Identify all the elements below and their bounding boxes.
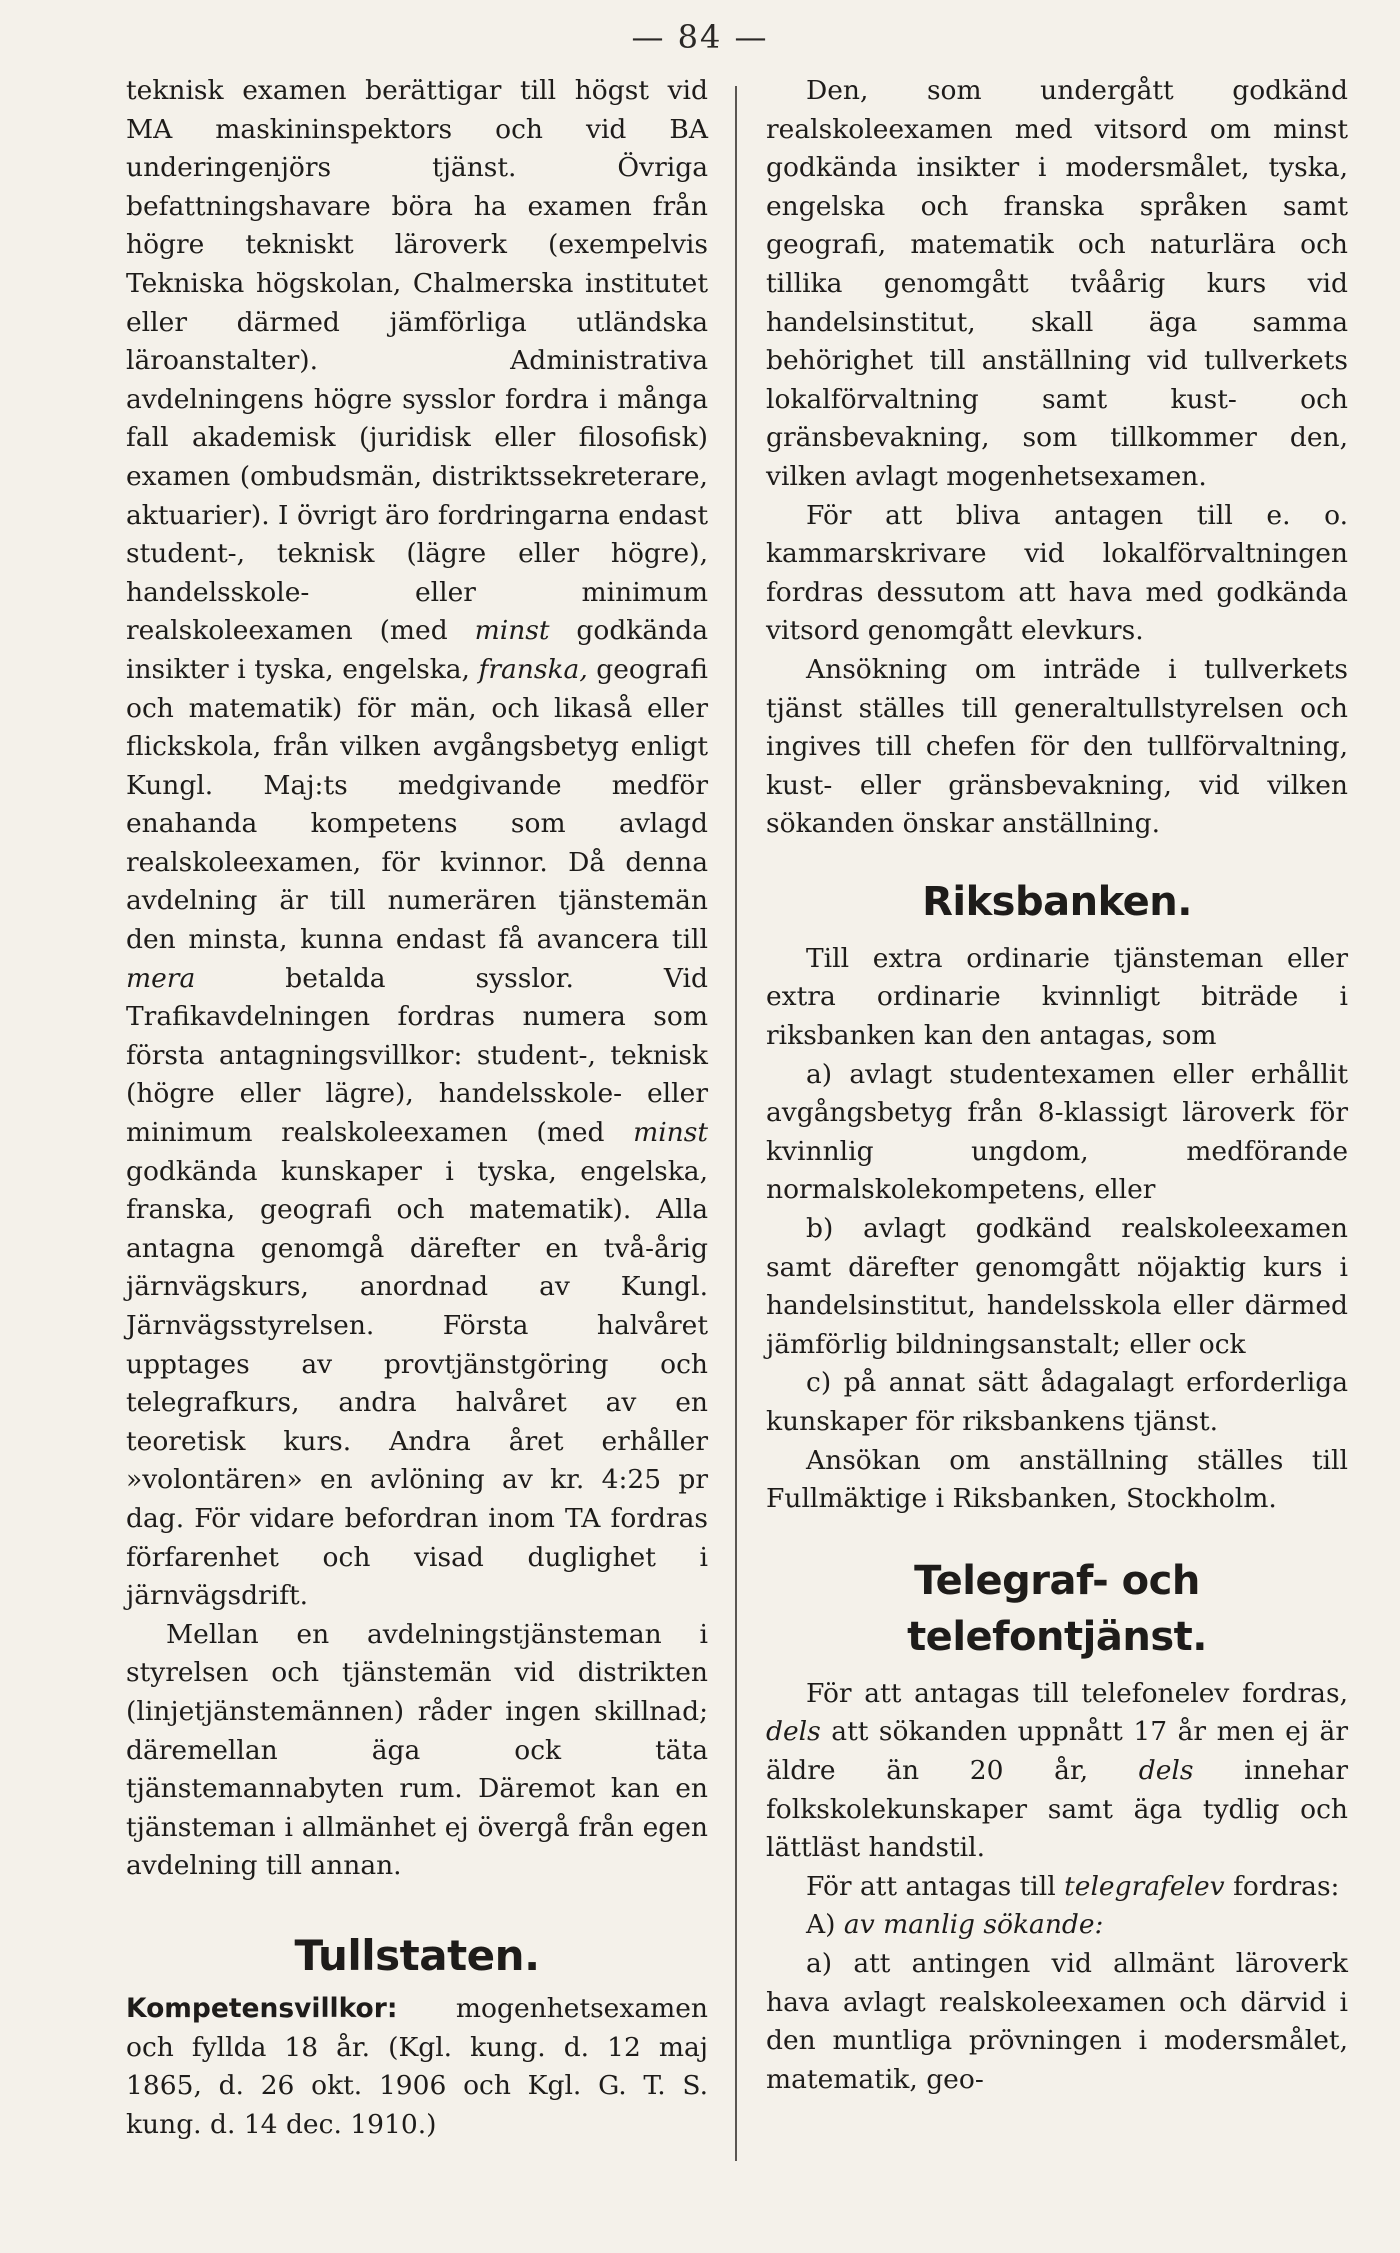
page-number: — 84 — (631, 18, 769, 56)
emphasis-text: dels (1138, 1754, 1194, 1786)
text-run: betalda sysslor. Vid Trafikavdelningen fordras numera som första antagningsvillkor: student-, teknisk (högre eller lägre), handelsskole- eller minimum realskoleexamen (med (126, 962, 708, 1149)
paragraph (126, 1990, 708, 2144)
list-item: c) på annat sätt ådagalagt erforderliga kunskaper för riksbankens tjänst. (766, 1367, 1348, 1437)
paragraph: För att bliva antagen till e. o. kammarskrivare vid lokalförvaltningen fordras dessutom att hava med godkända vitsord genomgått elevkurs. (766, 499, 1348, 647)
paragraph: Mellan en avdelningstjänsteman i styrelsen och tjänstemän vid distrikten (linjetjänstemännen) råder ingen skillnad; däremellan äga ock täta tjänstemannabyten rum. Däremot kan en tjänsteman i allmänhet ej övergå från egen avdelning till annan. (126, 1618, 708, 1882)
emphasis-text: dels (766, 1716, 821, 1748)
paragraph: a) att antingen vid allmänt läroverk hava avlagt realskoleexamen och därvid i den muntliga prövningen i modersmålet, matematik, geo- (766, 1947, 1348, 2095)
paragraph: Den, som undergått godkänd realskoleexamen med vitsord om minst godkända insikter i modersmålet, tyska, engelska och franska språken samt geografi, matematik och naturlära och tillika genomgått tvåårig kurs vid handelsinstitut, skall äga samma behörighet till anställning vid tullverkets lokalförvaltning samt kust- och gränsbevakning, som tillkommer den, vilken avlagt mogenhetsexamen. (766, 75, 1348, 492)
text-run: geografi och matematik) för män, och likaså eller flickskola, från vilken avgångsbetyg enligt Kungl. Maj:ts medgivande medför enahanda kompetens som avlagd realskoleexamen, för kvinnor. Då denna avdelning är till numerären tjänstemän den minsta, kunna endast få avancera till (126, 653, 708, 956)
emphasis-text: minst (474, 615, 550, 647)
list-item: b) avlagt godkänd realskoleexamen samt därefter genomgått nöjaktig kurs i handelsinstitut, handelsskola eller därmed jämförlig bildningsanstalt; eller ock (766, 1213, 1348, 1360)
paragraph: Ansökning om inträde i tullverkets tjänst ställes till generaltullstyrelsen och ingives till chefen för den tullförvaltning, kust- eller gränsbevakning, vid vilken sökanden önskar anställning. (766, 653, 1348, 840)
emphasis-text: franska, (478, 653, 588, 685)
text-run: fordras: (1224, 1870, 1340, 1902)
section-heading-tullstaten: Tullstaten. (294, 1930, 540, 1980)
emphasis-text: av manlig sökande: (843, 1909, 1104, 1941)
emphasis-text: telegrafelev (1064, 1870, 1225, 1902)
text-run: godkända kunskaper i tyska, engelska, franska, geografi och matematik). Alla antagna genomgå därefter en två-årig järnvägskurs, anordnad av Kungl. Järnvägsstyrelsen. Första halvåret upptages av provtjänstgöring och telegrafkurs, andra halvåret av en teoretisk kurs. Andra året erhåller »volontären» en avlöning av kr. 4:25 pr dag. För vidare befordran inom TA fordras förfarenhet och visad duglighet i järnvägsdrift. (126, 1155, 708, 1612)
paragraph (766, 1868, 1348, 1907)
text-run: teknisk examen berättigar till högst vid MA maskininspektors och vid BA underingenjörs tjänst. Övriga befattningshavare böra ha examen från högre tekniskt läroverk (exempelvis Tekniska högskolan, Chalmerska institutet eller därmed jämförliga utländska läroanstalter). Administrativa avdelningens högre sysslor fordra i många fall akademisk (juridisk eller filosofisk) examen (ombudsmän, distriktssekreterare, aktuarier). I övrigt äro fordringarna endast student-, teknisk (lägre eller högre), handelsskole- eller minimum realskoleexamen (med (126, 75, 708, 647)
text-run: För att antagas till (806, 1870, 1065, 1902)
list-item: a) avlagt studentexamen eller erhållit avgångsbetyg från 8-klassigt läroverk för kvinnlig ungdom, medförande normalskolekompetens, eller (766, 1058, 1348, 1206)
paragraph: Till extra ordinarie tjänsteman eller extra ordinarie kvinnligt biträde i riksbanken kan den antagas, som (766, 942, 1348, 1052)
paragraph: Ansökan om anställning ställes till Fullmäktige i Riksbanken, Stockholm. (766, 1444, 1348, 1515)
paragraph-text: mogenhetsexamen och fyllda 18 år. (Kgl. kung. d. 12 maj 1865, d. 26 okt. 1906 och Kgl. G. T. S. kung. d. 14 dec. 1910.) (126, 1992, 708, 2140)
emphasis-text: minst (633, 1117, 708, 1149)
right-column (766, 72, 1348, 2099)
paragraph (126, 72, 708, 1616)
section-heading-telegraf: Telegraf- och telefontjänst. (907, 1557, 1207, 1660)
run-in-heading: Kompetensvillkor: (126, 1992, 398, 2024)
text-run: A) (806, 1909, 844, 1941)
section-heading-riksbanken: Riksbanken. (922, 878, 1192, 925)
text-run: godkända insikter i tyska, engelska, (126, 615, 708, 685)
text-run: att sökanden uppnått 17 år men ej är äldre än 20 år, (766, 1716, 1348, 1786)
paragraph (766, 1675, 1348, 1868)
paragraph (766, 1906, 1348, 1945)
left-column (126, 72, 708, 2144)
text-run: innehar folkskolekunskaper samt äga tydlig och lättläst handstil. (766, 1754, 1348, 1864)
emphasis-text: mera (126, 962, 196, 994)
column-divider (735, 86, 737, 2161)
text-run: För att antagas till telefonelev fordras, (806, 1677, 1348, 1709)
